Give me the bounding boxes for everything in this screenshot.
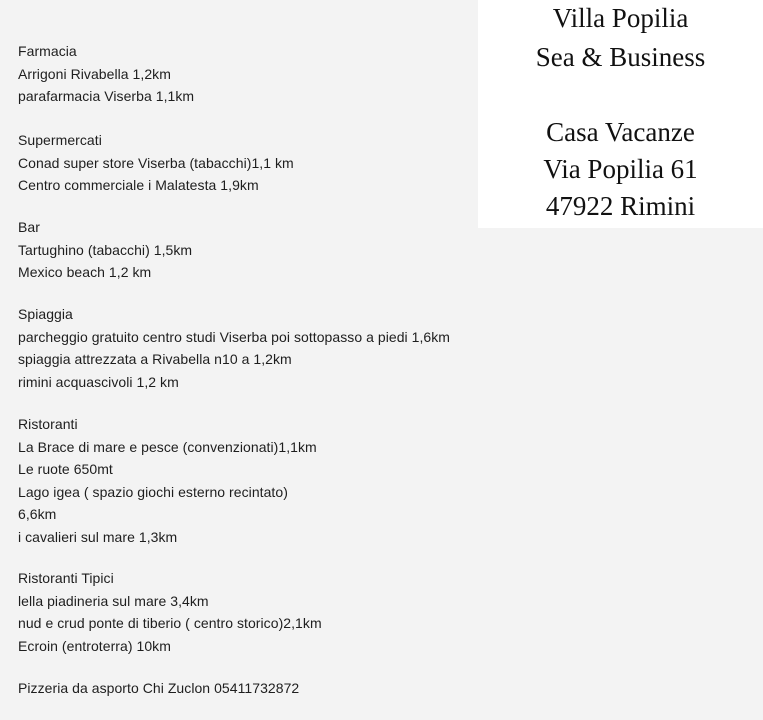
section-title: Farmacia: [18, 43, 77, 59]
section-ristoranti: [18, 413, 317, 548]
address-header-box: [478, 0, 763, 228]
list-item: Centro commerciale i Malatesta 1,9km: [18, 177, 259, 193]
section-title: Bar: [18, 219, 40, 235]
section-spiaggia: [18, 303, 450, 393]
list-item: rimini acquascivoli 1,2 km: [18, 373, 179, 390]
list-item: Arrigoni Rivabella 1,2km: [18, 65, 171, 82]
list-item: Conad super store Viserba (tabacchi)1,1 km: [18, 154, 294, 171]
section-ristoranti-tipici: [18, 567, 322, 657]
section-supermercati: [18, 129, 294, 197]
section-title: Supermercati: [18, 132, 102, 148]
list-item: Tartughino (tabacchi) 1,5km: [18, 241, 193, 258]
list-item: Ecroin (entroterra) 10km: [18, 637, 171, 654]
list-item: i cavalieri sul mare 1,3km: [18, 528, 178, 545]
list-item: 6,6km: [18, 506, 57, 522]
section-bar: [18, 216, 192, 284]
street-address: Via Popilia 61: [543, 154, 698, 184]
property-type: Casa Vacanze: [546, 117, 695, 147]
section-title: Spiaggia: [18, 306, 73, 322]
list-item: parafarmacia Viserba 1,1km: [18, 88, 195, 104]
villa-name: Villa Popilia: [552, 3, 689, 33]
villa-tagline: Sea & Business: [535, 42, 706, 72]
list-item: parcheggio gratuito centro studi Viserba poi sottopasso a piedi 1,6km: [18, 328, 451, 345]
postal-city: 47922 Rimini: [545, 191, 696, 221]
list-item: lella piadineria sul mare 3,4km: [18, 592, 209, 609]
section-farmacia: [18, 40, 194, 108]
section-pizzeria: [18, 677, 299, 700]
list-item: Mexico beach 1,2 km: [18, 264, 152, 280]
list-item: nud e crud ponte di tiberio ( centro storico)2,1km: [18, 615, 322, 631]
section-title: Pizzeria da asporto Chi Zuclon 05411732872: [18, 680, 300, 696]
section-title: Ristoranti Tipici: [18, 570, 114, 586]
list-item: spiaggia attrezzata a Rivabella n10 a 1,2km: [18, 351, 292, 367]
list-item: La Brace di mare e pesce (convenzionati)1,1km: [18, 438, 317, 455]
list-item: Lago igea ( spazio giochi esterno recintato): [18, 483, 288, 500]
list-item: Le ruote 650mt: [18, 461, 113, 477]
section-title: Ristoranti: [18, 416, 78, 432]
